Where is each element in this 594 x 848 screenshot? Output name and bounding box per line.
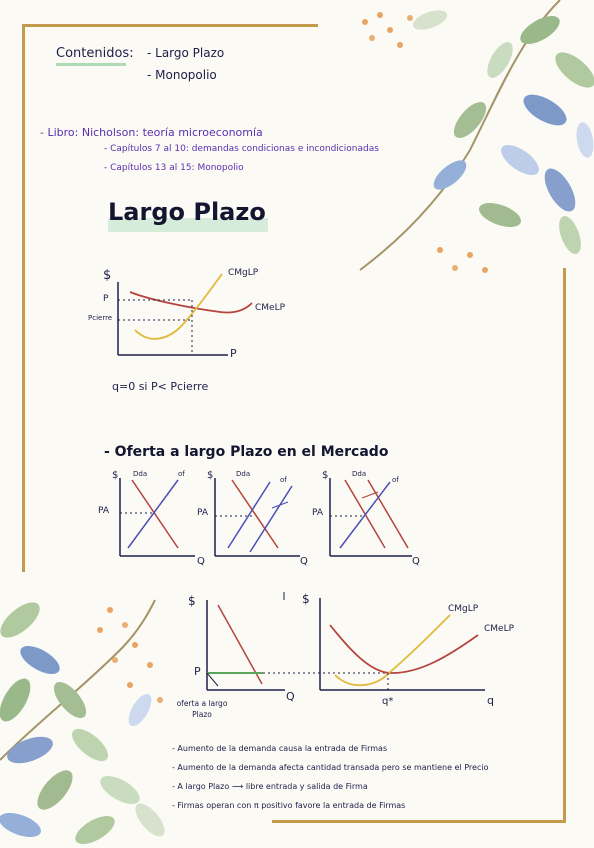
book-chapter-2: - Capítulos 13 al 15: Monopolio [104, 163, 244, 173]
br-y-label: $ [302, 592, 310, 606]
bullet-list [172, 739, 562, 815]
sg1-y-label: $ [112, 470, 119, 481]
bl-p-label: P [194, 665, 201, 678]
bl-offer-pointer [207, 673, 218, 686]
graph1-cmg-label: CMgLP [228, 268, 259, 278]
sg3-x-label: Q [412, 556, 420, 567]
sg1-x-label: Q [197, 556, 205, 567]
graph1-y-label: $ [103, 268, 112, 283]
bullet-item: - Aumento de la demanda causa la entrada de Firmas [172, 744, 388, 753]
bl-offer-note: oferta a largo Plazo [176, 699, 228, 719]
sg1-supply-label: of [178, 470, 185, 478]
book-line: - Libro: Nicholson: teoría microeconomía [40, 126, 263, 139]
contents-item-monopolio: - Monopolio [147, 68, 217, 82]
sg2-x-label: Q [300, 556, 308, 567]
sg3-pa-label: PA [312, 508, 324, 518]
sg2-pa-label: PA [197, 508, 209, 518]
market-title: - Oferta a largo Plazo en el Mercado [104, 444, 389, 460]
contents-label: Contenidos: [56, 46, 134, 61]
bullet-item: - A largo Plazo ⟶ libre entrada y salida de Firma [172, 782, 368, 791]
section-title: Largo Plazo [108, 198, 266, 226]
graph1-cme-label: CMeLP [255, 303, 286, 313]
book-chapter-1: - Capítulos 7 al 10: demandas condicionas e incondicionadas [104, 144, 379, 154]
bullet-item: - Aumento de la demanda afecta cantidad transada pero se mantiene el Precio [172, 763, 489, 772]
sg2-demand-label: Dda [236, 470, 251, 478]
sg2-supply-label: of [280, 476, 287, 484]
shutdown-rule: q=0 si P< Pcierre [112, 380, 209, 393]
graph1-p-label: P [103, 294, 109, 304]
bl-y-label: $ [188, 594, 196, 608]
br-x-label: q [487, 694, 494, 707]
bullet-item: - Firmas operan con π positivo favore la entrada de Firmas [172, 801, 406, 810]
graph1-x-label: P [230, 347, 237, 360]
sg2-y-label: $ [207, 470, 214, 481]
sg1-pa-label: PA [98, 506, 110, 516]
sg3-y-label: $ [322, 470, 329, 481]
contents-item-largo-plazo: - Largo Plazo [147, 46, 225, 60]
br-qstar-label: q* [382, 696, 394, 707]
br-cme-label: CMeLP [484, 624, 515, 634]
br-cmg-label: CMgLP [448, 604, 479, 614]
sg3-demand-label: Dda [352, 470, 367, 478]
bl-x-label: Q [286, 690, 295, 703]
graph1-pcierre-label: Pcierre [88, 314, 113, 322]
br-cme-curve [330, 625, 478, 673]
sg1-demand-label: Dda [133, 470, 148, 478]
sg3-supply-label: of [392, 476, 399, 484]
